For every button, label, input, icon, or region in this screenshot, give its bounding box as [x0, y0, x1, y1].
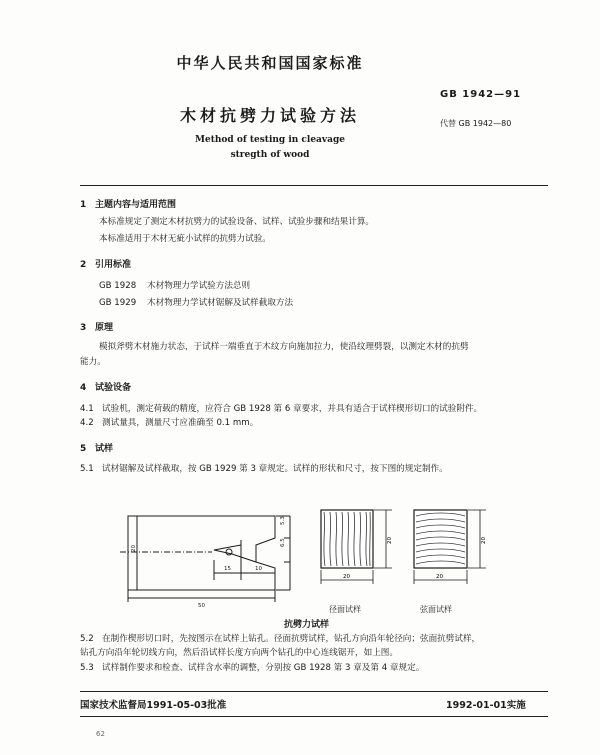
- doc-title: 木材抗劈力试验方法: [179, 106, 360, 125]
- section-5-3: 5.3 试样制作要求和检查、试样含水率的调整，分别按 GB 1928 第 3 章及第 4 章规定。: [80, 663, 425, 673]
- standard-number: GB 1942—91: [440, 89, 522, 100]
- section-3-p1: 模拟斧劈木材施力状态，于试样一端垂直于木纹方向施加拉力，使沿纹理劈裂，以测定木材的抗劈: [99, 342, 469, 352]
- footer-rule-top: [80, 691, 548, 692]
- reference-item: GB 1928 木材物理力学试验方法总则: [99, 281, 251, 291]
- section-5-2: 5.2 在制作楔形切口时，先按图示在试样上钻孔。径面抗劈试样，钻孔方向沿年轮径向；弦面抗劈试样，: [80, 634, 481, 644]
- section-5-1: 5.1 试材锯解及试样截取，按 GB 1929 第 3 章规定。试样的形状和尺寸，按下图的规定制作。: [80, 464, 448, 474]
- tangential-width-20: 20: [436, 574, 443, 580]
- header-rule: [80, 185, 548, 186]
- tangential-label: 弦面试样: [420, 605, 452, 614]
- section-4-2: 4.2 测试量具，测量尺寸应准确至 0.1 mm。: [80, 418, 259, 428]
- radial-height-20: 20: [387, 537, 393, 544]
- approval-note: 国家技术监督局1991-05-03批准: [80, 700, 227, 711]
- dim-10: 10: [255, 566, 262, 572]
- footer-rule-bottom: [80, 716, 548, 717]
- section-1-heading: 1 主题内容与适用范围: [80, 200, 177, 210]
- dim-6-5: 6.5: [280, 538, 286, 547]
- tangential-height-20: 20: [481, 537, 487, 544]
- section-1-p1: 本标准规定了测定木材抗劈力的试验设备、试样、试验步骤和结果计算。: [99, 217, 375, 227]
- radial-specimen: [321, 510, 393, 584]
- radial-width-20: 20: [343, 574, 350, 580]
- english-title-line2: stregth of wood: [230, 150, 310, 160]
- specimen-figure: [0, 490, 600, 625]
- org-title: 中华人民共和国国家标准: [176, 54, 364, 72]
- specimen-side-outline: [128, 516, 275, 590]
- dim-20-height: 20: [131, 545, 137, 552]
- drill-hole: [226, 549, 232, 555]
- wedge-notch: [214, 545, 256, 562]
- implementation-date: 1992-01-01实施: [446, 700, 526, 711]
- reference-item: GB 1929 木材物理力学试材锯解及试样截取方法: [99, 298, 294, 308]
- page-number: 62: [96, 730, 105, 738]
- section-5-2-cont: 钻孔方向沿年轮切线方向，然后沿试样长度方向两个钻孔的中心连线锯开，如上图。: [80, 648, 398, 658]
- dim-15: 15: [224, 566, 231, 572]
- radial-label: 径面试样: [329, 605, 361, 614]
- replaces-note: 代替 GB 1942—80: [440, 119, 512, 128]
- section-5-heading: 5 试样: [80, 444, 114, 454]
- english-title-line1: Method of testing in cleavage: [195, 135, 345, 145]
- section-1-p2: 本标准适用于木材无疵小试样的抗劈力试验。: [99, 234, 271, 244]
- figure-caption: 抗劈力试样: [284, 620, 330, 630]
- dim-50: 50: [198, 603, 205, 609]
- section-4-heading: 4 试验设备: [80, 383, 132, 393]
- tangential-specimen: [414, 510, 487, 584]
- section-4-1: 4.1 试验机，测定荷载的精度，应符合 GB 1928 第 6 章要求，并具有适合于试样楔形切口的试验附件。: [80, 404, 483, 414]
- section-2-heading: 2 引用标准: [80, 260, 132, 270]
- section-3-p2: 能力。: [80, 357, 106, 367]
- dim-5-3: 5.3: [280, 516, 286, 525]
- section-3-heading: 3 原理: [80, 323, 114, 333]
